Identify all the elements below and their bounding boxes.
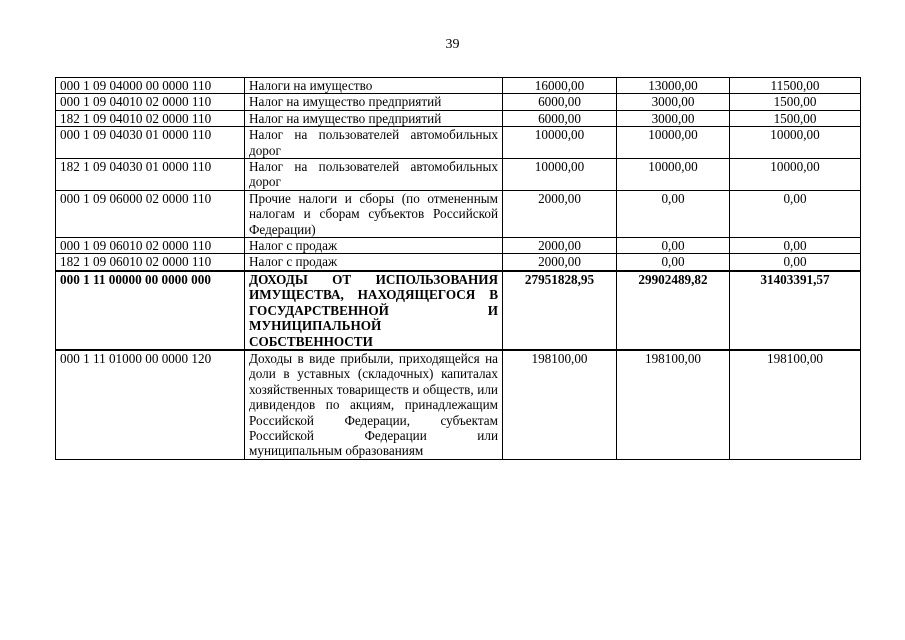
value-cell-3: 11500,00	[730, 78, 861, 94]
table-row	[56, 78, 861, 94]
value-cell-2: 3000,00	[617, 94, 730, 110]
budget-code-cell: 182 1 09 06010 02 0000 110	[56, 254, 245, 271]
value-cell-3: 1500,00	[730, 110, 861, 126]
budget-code-cell: 000 1 11 01000 00 0000 120	[56, 350, 245, 459]
item-name-cell: Доходы в виде прибыли, приходящейся на доли в уставных (складочных) капиталах хозяйственных товариществ и обществ, или дивидендов по акциям, принадлежащим Российской Федерации, субъектам Российской Федерации или муниципальным образованиям	[245, 350, 503, 459]
value-cell-2: 3000,00	[617, 110, 730, 126]
table-row	[56, 110, 861, 126]
table-row-section-total	[56, 271, 861, 350]
value-cell-1: 2000,00	[503, 190, 617, 237]
item-name-cell: Налог с продаж	[245, 238, 503, 254]
item-name-cell: Налог на пользователей автомобильных дорог	[245, 159, 503, 191]
budget-code-cell: 000 1 09 04000 00 0000 110	[56, 78, 245, 94]
value-cell-3: 10000,00	[730, 159, 861, 191]
value-cell-2: 10000,00	[617, 127, 730, 159]
value-cell-1: 2000,00	[503, 238, 617, 254]
value-cell-1: 10000,00	[503, 159, 617, 191]
value-cell-3: 198100,00	[730, 350, 861, 459]
item-name-cell: Налог на имущество предприятий	[245, 110, 503, 126]
value-cell-1: 2000,00	[503, 254, 617, 271]
table-row	[56, 159, 861, 191]
value-cell-3: 31403391,57	[730, 271, 861, 350]
value-cell-2: 198100,00	[617, 350, 730, 459]
value-cell-1: 6000,00	[503, 110, 617, 126]
value-cell-3: 0,00	[730, 254, 861, 271]
value-cell-1: 198100,00	[503, 350, 617, 459]
value-cell-3: 10000,00	[730, 127, 861, 159]
table-row	[56, 127, 861, 159]
table-row	[56, 94, 861, 110]
revenue-table	[55, 77, 861, 460]
budget-code-cell: 000 1 11 00000 00 0000 000	[56, 271, 245, 350]
value-cell-2: 29902489,82	[617, 271, 730, 350]
budget-code-cell: 000 1 09 04030 01 0000 110	[56, 127, 245, 159]
budget-code-cell: 000 1 09 04010 02 0000 110	[56, 94, 245, 110]
value-cell-3: 1500,00	[730, 94, 861, 110]
value-cell-2: 10000,00	[617, 159, 730, 191]
budget-code-cell: 000 1 09 06000 02 0000 110	[56, 190, 245, 237]
item-name-cell: Налог с продаж	[245, 254, 503, 271]
table-row	[56, 190, 861, 237]
budget-code-cell: 000 1 09 06010 02 0000 110	[56, 238, 245, 254]
item-name-cell: Налог на имущество предприятий	[245, 94, 503, 110]
budget-code-cell: 182 1 09 04030 01 0000 110	[56, 159, 245, 191]
table-row	[56, 238, 861, 254]
budget-code-cell: 182 1 09 04010 02 0000 110	[56, 110, 245, 126]
value-cell-2: 0,00	[617, 190, 730, 237]
item-name-cell: Прочие налоги и сборы (по отмененным налогам и сборам субъектов Российской Федерации)	[245, 190, 503, 237]
value-cell-2: 0,00	[617, 254, 730, 271]
value-cell-1: 27951828,95	[503, 271, 617, 350]
item-name-cell: Налог на пользователей автомобильных дорог	[245, 127, 503, 159]
value-cell-1: 10000,00	[503, 127, 617, 159]
value-cell-2: 13000,00	[617, 78, 730, 94]
page-number: 39	[445, 37, 460, 52]
value-cell-3: 0,00	[730, 238, 861, 254]
table-row	[56, 254, 861, 271]
table-row	[56, 350, 861, 459]
value-cell-1: 16000,00	[503, 78, 617, 94]
value-cell-3: 0,00	[730, 190, 861, 237]
item-name-cell: Налоги на имущество	[245, 78, 503, 94]
value-cell-1: 6000,00	[503, 94, 617, 110]
value-cell-2: 0,00	[617, 238, 730, 254]
item-name-cell: ДОХОДЫ ОТ ИСПОЛЬЗОВАНИЯ ИМУЩЕСТВА, НАХОДЯЩЕГОСЯ В ГОСУДАРСТВЕННОЙ И МУНИЦИПАЛЬНОЙ СОБСТВЕННОСТИ	[245, 271, 503, 350]
